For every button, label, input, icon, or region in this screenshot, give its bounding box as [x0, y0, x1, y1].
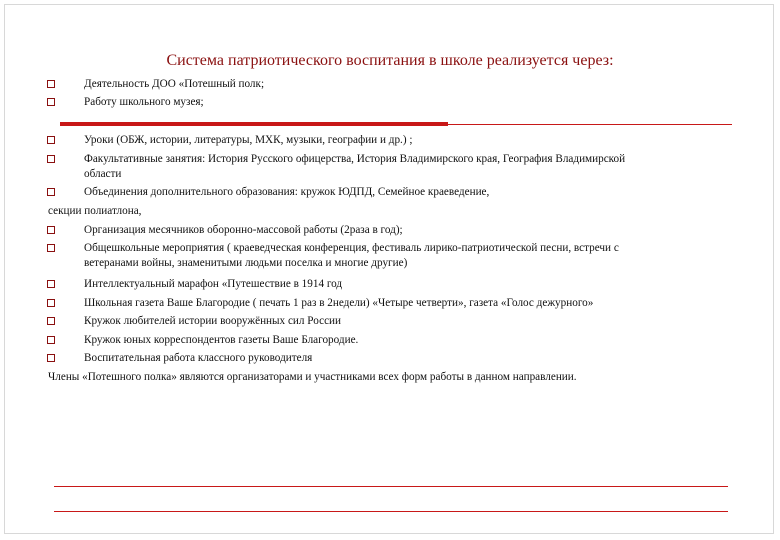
divider-line-bottom: [54, 486, 728, 487]
list-item-continuation: секции полиатлона,: [48, 205, 142, 217]
list-item: Объединения дополнительного образования: кружок ЮДПД, Семейное краеведение,: [84, 186, 490, 198]
bullet-icon: [47, 244, 55, 252]
bullet-icon: [47, 336, 55, 344]
list-item: Деятельность ДОО «Потешный полк;: [84, 78, 265, 90]
bullet-icon: [47, 80, 55, 88]
bullet-icon: [47, 299, 55, 307]
list-item: Уроки (ОБЖ, истории, литературы, МХК, музыки, географии и др.) ;: [84, 134, 413, 146]
bullet-icon: [47, 155, 55, 163]
list-item: Кружок юных корреспондентов газеты Ваше Благородие.: [84, 334, 359, 346]
list-item: Общешкольные мероприятия ( краеведческая конференция, фестиваль лирико-патриотической песни, встречи с: [84, 242, 619, 254]
divider-line-bottom-2: [54, 511, 728, 512]
slide-title: Система патриотического воспитания в школе реализуется через:: [166, 52, 614, 69]
list-item: Факультативные занятия: История Русского офицерства, История Владимирского края, География Владимирской: [84, 153, 626, 165]
accent-bar: [60, 122, 448, 126]
list-item-continuation: ветеранами войны, знаменитыми людьми поселка и многие другие): [84, 257, 408, 269]
list-item: Воспитательная работа классного руководителя: [84, 352, 313, 364]
bullet-icon: [47, 136, 55, 144]
list-item-continuation: области: [84, 168, 122, 180]
list-item: Кружок любителей истории вооружённых сил России: [84, 315, 342, 327]
bullet-icon: [47, 317, 55, 325]
closing-paragraph: Члены «Потешного полка» являются организаторами и участниками всех форм работы в данном направлении.: [48, 371, 577, 383]
list-item: Работу школьного музея;: [84, 96, 204, 108]
list-item: Организация месячников оборонно-массовой работы (2раза в год);: [84, 224, 403, 236]
bullet-icon: [47, 280, 55, 288]
list-item: Школьная газета Ваше Благородие ( печать 1 раз в 2недели) «Четыре четверти», газета «Голос дежурного»: [84, 297, 594, 309]
bullet-icon: [47, 354, 55, 362]
bullet-icon: [47, 188, 55, 196]
list-item: Интеллектуальный марафон «Путешествие в 1914 год: [84, 278, 343, 290]
bullet-icon: [47, 98, 55, 106]
bullet-icon: [47, 226, 55, 234]
divider-line-top: [448, 124, 732, 125]
